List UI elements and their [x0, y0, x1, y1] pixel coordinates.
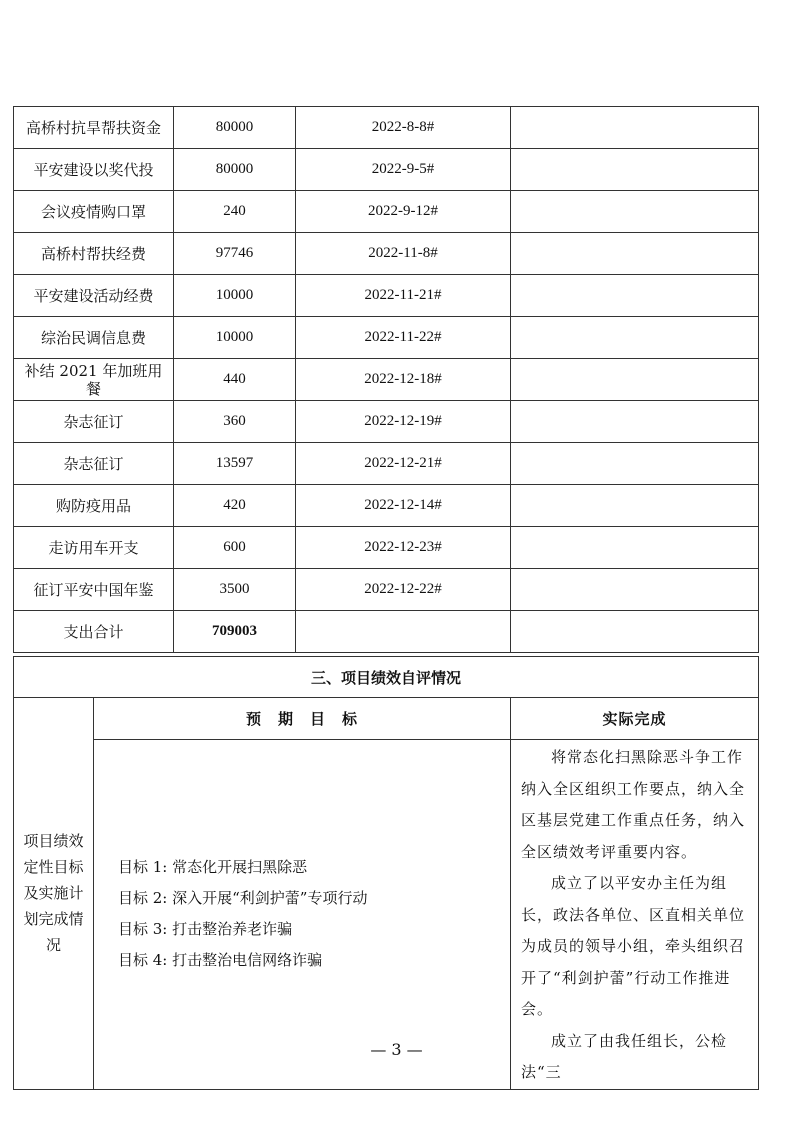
goals-list	[94, 740, 511, 1090]
expense-item: 综治民调信息费	[14, 317, 174, 359]
expense-item: 高桥村抗旱帮扶资金	[14, 107, 174, 149]
performance-table	[13, 656, 759, 1090]
expense-row	[14, 191, 759, 233]
voucher-number: 2022-12-23#	[296, 527, 511, 569]
voucher-number: 2022-11-21#	[296, 275, 511, 317]
actual-completion	[511, 740, 759, 1090]
voucher-number: 2022-12-18#	[296, 359, 511, 401]
actual-paragraph: 成立了以平安办主任为组长，政法各单位、区直相关单位为成员的领导小组，牵头组织召开了“利剑护蕾”行动工作推进会。	[521, 874, 746, 1018]
total-label: 支出合计	[14, 611, 174, 653]
expense-note	[511, 443, 759, 485]
voucher-number: 2022-11-22#	[296, 317, 511, 359]
section-title: 三、项目绩效自评情况	[14, 657, 759, 698]
expense-item: 补结 2021 年加班用餐	[14, 359, 174, 401]
expense-row	[14, 485, 759, 527]
expense-item: 平安建设活动经费	[14, 275, 174, 317]
expense-note	[511, 401, 759, 443]
actual-header: 实际完成	[511, 698, 759, 740]
expense-amount: 360	[174, 401, 296, 443]
expense-note	[511, 569, 759, 611]
expense-note	[511, 485, 759, 527]
row-label: 项目绩效定性目标及实施计划完成情况	[14, 698, 94, 1090]
expense-row	[14, 149, 759, 191]
voucher-number: 2022-12-14#	[296, 485, 511, 527]
actual-paragraph: 将常态化扫黑除恶斗争工作纳入全区组织工作要点，纳入全区基层党建工作重点任务，纳入全区绩效考评重要内容。	[521, 748, 746, 861]
expense-amount: 240	[174, 191, 296, 233]
expense-amount: 80000	[174, 107, 296, 149]
expense-row	[14, 527, 759, 569]
expense-item: 杂志征订	[14, 401, 174, 443]
voucher-number: 2022-9-5#	[296, 149, 511, 191]
voucher-number: 2022-12-19#	[296, 401, 511, 443]
expense-row	[14, 233, 759, 275]
expense-row	[14, 359, 759, 401]
expense-amount: 80000	[174, 149, 296, 191]
expense-row	[14, 443, 759, 485]
page-number: — 3 —	[370, 1040, 423, 1059]
expected-header: 预 期 目 标	[94, 698, 511, 740]
expense-row	[14, 317, 759, 359]
expense-item: 杂志征订	[14, 443, 174, 485]
total-amount: 709003	[174, 611, 296, 653]
expense-note	[511, 233, 759, 275]
expense-row	[14, 401, 759, 443]
voucher-number: 2022-8-8#	[296, 107, 511, 149]
expense-row	[14, 275, 759, 317]
voucher-number: 2022-12-21#	[296, 443, 511, 485]
voucher-number: 2022-9-12#	[296, 191, 511, 233]
expense-amount: 600	[174, 527, 296, 569]
expense-amount: 10000	[174, 317, 296, 359]
expense-note	[511, 317, 759, 359]
expense-item: 高桥村帮扶经费	[14, 233, 174, 275]
goal-item: 目标 1: 常态化开展扫黑除恶	[118, 858, 308, 877]
expense-amount: 13597	[174, 443, 296, 485]
voucher-number: 2022-11-8#	[296, 233, 511, 275]
expense-amount: 440	[174, 359, 296, 401]
expense-table	[13, 106, 759, 653]
expense-item: 平安建设以奖代投	[14, 149, 174, 191]
expense-item: 会议疫情购口罩	[14, 191, 174, 233]
expense-row	[14, 107, 759, 149]
goal-item: 目标 2: 深入开展“利剑护蕾”专项行动	[118, 889, 368, 908]
total-row	[14, 611, 759, 653]
expense-amount: 10000	[174, 275, 296, 317]
expense-amount: 420	[174, 485, 296, 527]
actual-paragraph: 成立了由我任组长，公检法“三	[521, 1031, 728, 1081]
expense-note	[511, 359, 759, 401]
expense-note	[511, 275, 759, 317]
expense-item: 征订平安中国年鉴	[14, 569, 174, 611]
expense-amount: 97746	[174, 233, 296, 275]
expense-note	[511, 107, 759, 149]
expense-item: 购防疫用品	[14, 485, 174, 527]
expense-note	[511, 527, 759, 569]
expense-item: 走访用车开支	[14, 527, 174, 569]
expense-row	[14, 569, 759, 611]
expense-amount: 3500	[174, 569, 296, 611]
expense-note	[511, 191, 759, 233]
voucher-number: 2022-12-22#	[296, 569, 511, 611]
expense-note	[511, 149, 759, 191]
goal-item: 目标 3: 打击整治养老诈骗	[118, 920, 293, 939]
goal-item: 目标 4: 打击整治电信网络诈骗	[118, 951, 323, 970]
